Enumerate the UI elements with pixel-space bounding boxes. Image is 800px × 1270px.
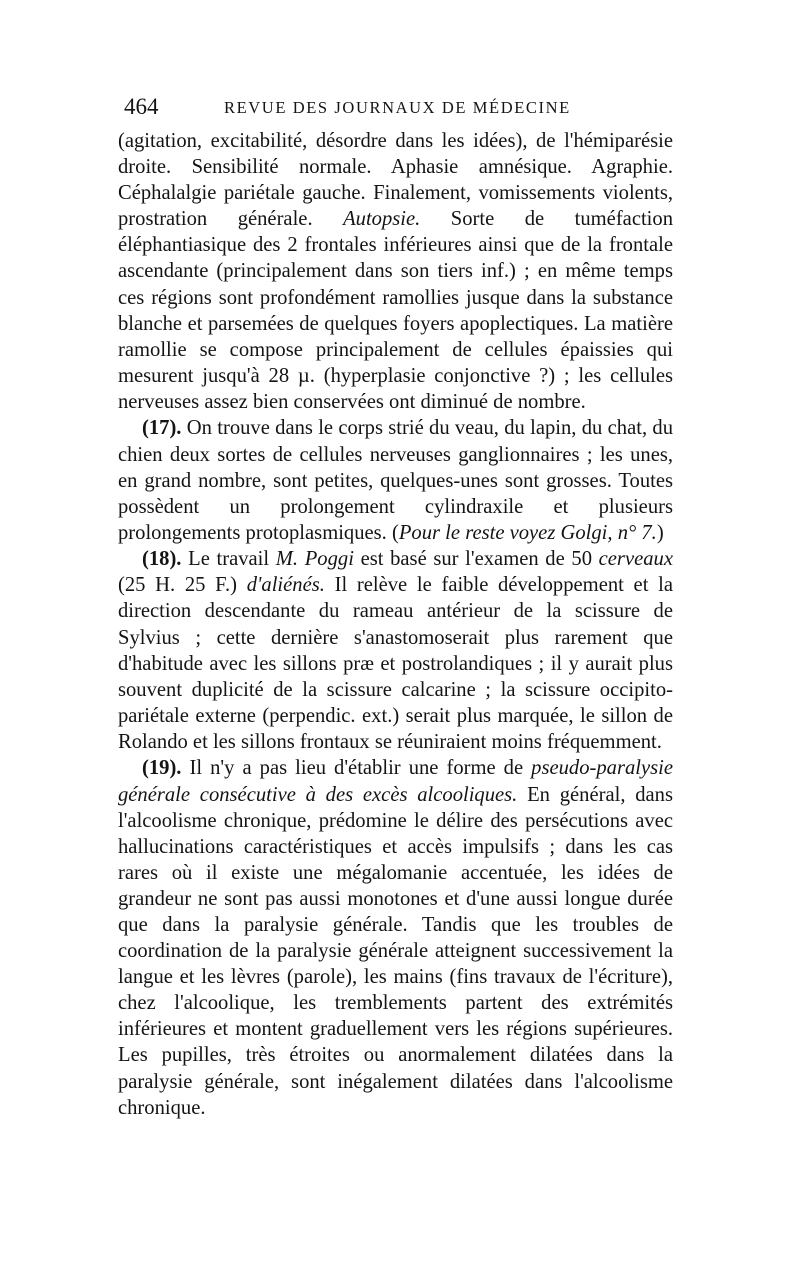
italic-term: Autopsie. (343, 208, 421, 231)
paragraph-text: En général, dans l'alcoolisme chronique, prédomine le délire des persécutions avec hallucinations caractéristiques et accès impulsifs ; dans les cas rares où il existe une mégalomanie accentuée, les idées de grandeur ne sont pas aussi monotones et d'une aussi longue durée que dans la paralysie générale. Tandis que les troubles de coordination de la paralysie générale atteignent successivement la langue et les lèvres (parole), les mains (fins travaux de l'écriture), chez l'alcoolique, les tremblements partent des extrémités inférieures et montent graduellement vers les régions supérieures. Les pupilles, très étroites ou anormalement dilatées dans la paralysie générale, sont inégalement dilatées dans l'alcoolisme chronique. (118, 783, 673, 1119)
page-body (118, 128, 673, 1121)
italic-term: d'aliénés. (246, 574, 325, 597)
paragraph-text: Il n'y a pas lieu d'établir une forme de (181, 757, 532, 780)
paragraph-19 (118, 755, 673, 1120)
paragraph-text: Sorte de tuméfaction éléphantiasique des 2 frontales inférieures ainsi que de la frontale ascendante (principalement dans son tiers inf.) ; en même temps ces régions sont profondément ramollies jusque dans la substance blanche et parsemées de quelques foyers apoplectiques. La matière ramollie se compose principalement de cellules épaissies qui mesurent jusqu'à 28 µ. (hyperplasie conjonctive ?) ; les cellules nerveuses assez bien conservées ont diminué de nombre. (118, 208, 673, 413)
paragraph-text: Le travail (181, 548, 276, 571)
italic-author: M. Poggi (275, 548, 354, 571)
paragraph-text: (agitation, excitabilité, désordre dans les idées), de l'hémiparésie droite. Sensibilité normale. Aphasie amnésique. Agraphie. Céphalalgie pariétale gauche. Finalement, vomissements violents, prostration générale. (118, 130, 673, 231)
page-header (124, 92, 676, 122)
reference-number: (17). (142, 417, 182, 440)
paragraph-text: Il relève le faible développement et la direction descendante du rameau antérieur de la scissure de Sylvius ; cette dernière s'anastomoserait plus rarement que d'habitude avec les sillons præ et postrolandiques ; il y aurait plus souvent duplicité de la scissure calcarine ; la scissure occipito-pariétale externe (perpendic. ext.) serait plus marquée, le sillon de Rolando et les sillons frontaux se réuniraient moins fréquemment. (118, 574, 673, 753)
paragraph-continuation (118, 128, 673, 415)
reference-number: (18). (142, 548, 182, 571)
paragraph-18 (118, 546, 673, 755)
italic-note: Pour le reste voyez Golgi, n° 7. (398, 521, 657, 544)
reference-number: (19). (142, 757, 182, 780)
running-title: REVUE DES JOURNAUX DE MÉDECINE (224, 98, 571, 117)
paragraph-17 (118, 415, 673, 545)
paragraph-text: ) (656, 521, 664, 544)
paragraph-text: est basé sur l'examen de 50 (353, 548, 599, 571)
italic-term: pseudo-paralysie générale consécutive à des excès alcooliques. (118, 757, 673, 806)
page-number: 464 (124, 94, 159, 119)
paragraph-text: On trouve dans le corps strié du veau, du lapin, du chat, du chien deux sortes de cellules nerveuses ganglionnaires ; les unes, en grand nombre, sont petites, quelques-unes sont grosses. Toutes possèdent un prolongement cylindraxile et plusieurs prolongements protoplasmiques. ( (118, 417, 673, 544)
paragraph-text: (25 H. 25 F.) (118, 574, 247, 597)
italic-term: cerveaux (598, 548, 673, 571)
